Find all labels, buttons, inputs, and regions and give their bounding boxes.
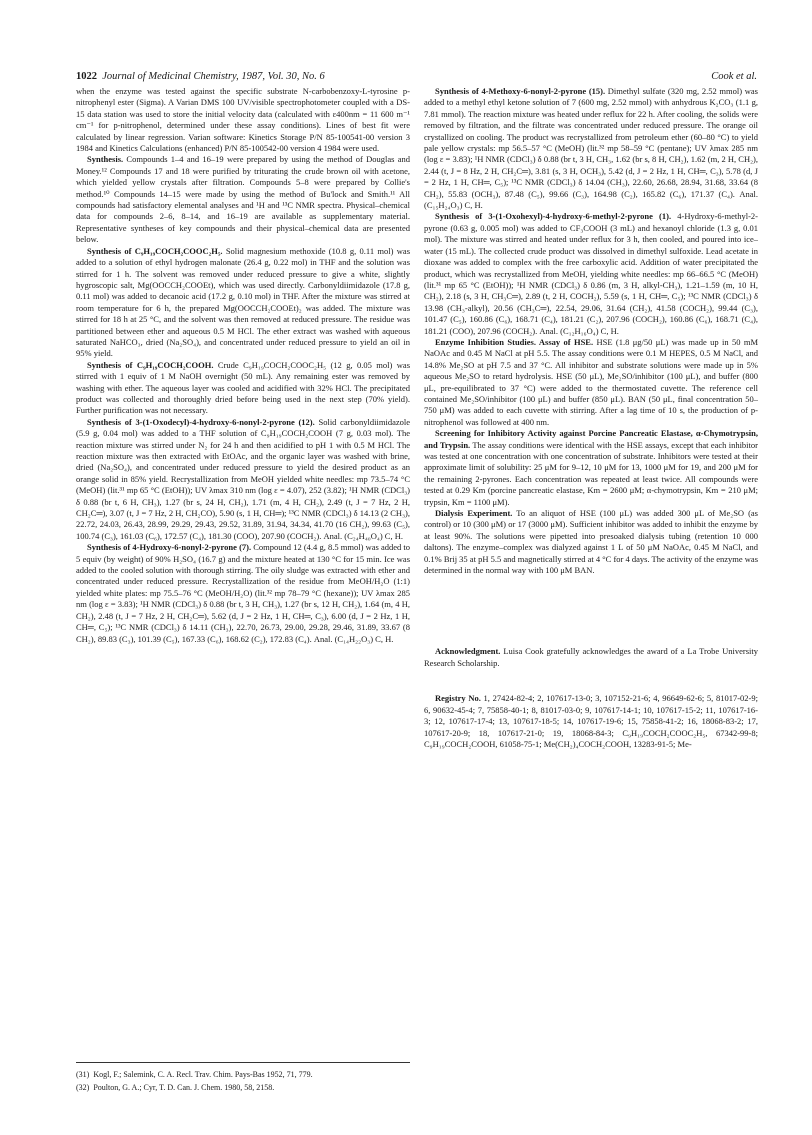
- section-heading: Screening for Inhibitory Activity against Porcine Pancreatic Elastase, α-Chymotrypsin, and Trypsin.: [424, 428, 758, 450]
- paragraph-synthesis-ester: [76, 246, 410, 360]
- paragraph-text: The assay conditions were identical with the HSE assays, except that each inhibitor was tested at one concentration with one concentration of substrate. Inhibitors were tested at their approximate limit of solubility: 25 μM for 9–12, 10 μM for 13, 1000 μM for 19, and 200 μM for the remaining 2-pyrones. Each concentration was repeated at least twice. All compounds were tested at 0.29 Km (porcine pancreatic elastase, Km = 2600 μM; α-chymotrypsin, Km = 210 μM; trypsin, Km = 1100 μM).: [424, 439, 758, 507]
- paragraph-method-continued: when the enzyme was tested against the specific substrate N-carbobenzoxy-L-tyrosine p-nitrophenyl ester (Sigma). A Varian DMS 100 UV/visible spectrophotometer coupled with a DS-15 data station was used to store the initial velocity data (calculated with ε400nm = 11 600 m⁻¹ cm⁻¹ for p-nitrophenol, determined under these assay conditions). Lines of best fit were calculated by linear regression. Varian software: Kinetics Storage P/N 85-100541-00 version 3 1984 and Kinetics Calculations (enhanced) P/N 85-100542-00 version 4 1984 were used.: [76, 86, 410, 154]
- section-gap: [424, 576, 758, 646]
- paragraph-text: Dimethyl sulfate (320 mg, 2.52 mmol) was added to a methyl ethyl ketone solution of 7 (600 mg, 2.52 mmol) with anhydrous K₂CO₃ (1.1 g, 7.81 mmol). The reaction mixture was heated under reflux for 22 h. After cooling, the solids were removed by filtration, and the filtrate was concentrated under reduced pressure. The orange oil crystallized on cooling. The product was recrystallized from petroleum ether (60–80 °C) to yield pale yellow crystals: mp 56.5–57 °C (MeOH) (lit.³² mp 58–59 °C (pentane); UV λmax 285 nm (log ε = 3.83); ¹H NMR (CDCl₃) δ 0.88 (br t, 3 H, CH₃, 1.62 (br s, 8 H, CH₂), 1.62 (m, 2 H, CH₂), 2.44 (t, J = 8 Hz, 2 H, CH₂C═), 3.81 (s, 3 H, OCH₃), 5.42 (d, J = 2 Hz, 1 H, CH═, C₃), 5.78 (d, J = 2 Hz, 1 H, CH═, C₅); ¹³C NMR (CDCl₃) δ 14.04 (CH₃), 22.60, 26.68, 28.94, 31.68, 33.64 (8 CH₂), 55.83 (OCH₃), 87.48 (C₅), 99.66 (C₃), 164.98 (C₂), 165.82 (C₆), 171.37 (C₄). Anal. (C₁₅H₂₄O₃) C, H.: [424, 86, 758, 211]
- left-column: [76, 86, 410, 1095]
- paragraph-text: Compound 12 (4.4 g, 8.5 mmol) was added to 5 equiv (by weight) of 90% H₂SO₄ (16.7 g) and the mixture heated at 130 °C for 15 min. Ice was added to the cooled solution with thorough stirring. The oily sludge was extracted with ether and concentrated under reduced pressure. Recrystallization of the residue from MeOH/H₂O (1:1) yielded white plates: mp 75.5–76 °C (MeOH/H₂O) (lit.³² mp 78–79 °C (hexane)); UV λmax 285 nm (log ε = 3.83); ¹H NMR (CDCl₃) δ 0.88 (br t, 3 H, CH₃), 1.27 (br s, 12 H, CH₂), 1.64 (m, 4 H, CH₂), 2.48 (t, J = 7 Hz, 2 H, CH₂C═), 5.62 (d, J = 2 Hz, 1 H, CH═, C₃), 6.00 (d, J = 2 Hz, 1 H, CH═, C₅); ¹³C NMR (CDCl₃) δ 14.11 (CH₃), 22.70, 26.73, 29.00, 29.28, 29.46, 31.89, 33.67 (8 CH₂), 89.83 (C₃), 101.39 (C₅), 167.33 (C₆), 168.62 (C₂), 172.83 (C₄). Anal. (C₁₄H₂₂O₃) C, H.: [76, 542, 410, 644]
- running-head-left: [76, 70, 325, 84]
- paragraph-enzyme-inhibition: [424, 337, 758, 428]
- footnote-32: [76, 1082, 410, 1093]
- section-heading: Dialysis Experiment.: [435, 508, 513, 519]
- footnote-31: [76, 1069, 410, 1080]
- section-heading: Enzyme Inhibition Studies. Assay of HSE.: [435, 336, 594, 347]
- paragraph-synthesis-acid: [76, 360, 410, 417]
- right-column: [424, 86, 758, 1095]
- footnotes: [76, 1062, 410, 1095]
- footnote-number: (32): [76, 1083, 90, 1092]
- paragraph-synthesis-15: [424, 86, 758, 211]
- page-number: 1022: [76, 71, 97, 82]
- volume-info: , 1987, Vol. 30, No. 6: [236, 71, 325, 82]
- section-gap: [424, 669, 758, 693]
- running-head-author: Cook et al.: [711, 71, 757, 82]
- paragraph-synthesis-12: [76, 417, 410, 542]
- section-heading: Synthesis of 3-(1-Oxodecyl)-4-hydroxy-6-nonyl-2-pyrone (12).: [87, 416, 315, 427]
- paragraph-synthesis-7: [76, 542, 410, 645]
- paragraph-screening: [424, 428, 758, 508]
- section-heading: Synthesis of 4-Hydroxy-6-nonyl-2-pyrone (7).: [87, 542, 252, 553]
- section-heading: Registry No.: [435, 693, 481, 704]
- footnote-text: Kogl, F.; Salemink, C. A. Recl. Trav. Chim. Pays-Bas 1952, 71, 779.: [93, 1070, 313, 1079]
- section-heading: Acknowledgment.: [435, 646, 501, 657]
- section-heading: Synthesis of 4-Methoxy-6-nonyl-2-pyrone (15).: [435, 86, 606, 96]
- paragraph-text: Solid magnesium methoxide (10.8 g, 0.11 mol) was added to a solution of ethyl hydrogen malonate (26.4 g, 0.22 mol) in THF and the solution was stirred for 1 h. The solvent was removed under reduced pressure to give a white, slightly hygroscopic salt, Mg(OOCCH₂COOEt), which was used directly. Carbonyldiimidazole (17.8 g, 0.11 mol) was added to decanoic acid (17.2 g, 0.10 mol) in THF. After the mixture was stirred at room temperature for 6 h, the prepared Mg(OOCCH₂COOEt)₂ was added. The mixture was stirred for 18 h at 25 °C, and the solvent was then removed at reduced pressure. The residue was partitioned between ether and aqueous 0.5 M HCl. The ether extract was washed with aqueous saturated NaHCO₃, dried (Na₂SO₄), and concentrated under reduced pressure to yield an oil in 95% yield.: [76, 245, 410, 359]
- paragraph-text: To an aliquot of HSE (100 μL) was added 300 μL of Me₂SO (as control) or 10 (300 μM) or 17 (3000 μM). Sufficient inhibitor was added to inhibit the enzyme by at least 90%. The solutions were pipetted into presoaked dialysis tubing (retention 10 000 daltons). The enzyme–complex was dialyzed against 1 L of 50 μM NaOAc, 0.45 M NaCl, and 0.1% Brij 35 at pH 5.5 and magnetically stirred at 4 °C for 4 days. The activity of the enzyme was determined in the normal way with 100 μM BAN.: [424, 508, 758, 576]
- paragraph-text: 4-Hydroxy-6-methyl-2-pyrone (0.63 g, 0.005 mol) was added to CF₃COOH (3 mL) and hexanoyl chloride (1.3 g, 0.01 mol). The mixture was stirred and heated under reflux for 3 h, then cooled, and poured into ice–water (15 mL). The collected crude product was dissolved in dimethyl sulfoxide. Lead acetate in dioxane was added to complex with the free carboxylic acid. Addition of water precipitated the product, which was recrystallized from MeOH, yielding white needles: mp 66–66.5 °C (MeOH) (lit.³¹ mp 65 °C (EtOH)); ¹H NMR (CDCl₃) δ 0.86 (m, 3 H, alkyl-CH₃), 1.21–1.59 (m, 10 H, CH₂), 2.18 (s, 3 H, CH₃C═), 2.89 (t, 2 H, COCH₂), 5.59 (s, 1 H, CH═, C₅); ¹³C NMR (CDCl₃) δ 13.98 (CH₃-alkyl), 20.56 (CH₃C═), 22.54, 29.06, 31.64 (CH₂), 41.58 (COCH₂), 99.44 (C₃), 101.47 (C₅), 160.86 (C₆), 168.71 (C₄), 181.21 (C₂), 207.96 (COCH₂), 160.86 (C₆), 168.71 (C₄), 181.21 (COO), 207.96 (COCH₂). Anal. (C₁₂H₁₆O₄) C, H.: [424, 211, 758, 336]
- footnote-number: (31): [76, 1070, 90, 1079]
- paragraph-text: Compounds 1–4 and 16–19 were prepared by using the method of Douglas and Money.¹² Compounds 17 and 18 were purified by triturating the crude brown oil with acetone, which yielded yellow crystals after filtration. Compounds 5–8 were prepared by Collie's method.¹⁰ Compounds 14–15 were made by using the method of Bu'lock and Smith.¹¹ All compounds had satisfactory elemental analyses and ¹H and ¹³C NMR spectra. Physical–chemical data for compounds 2–6, 8–14, and 16–19 are available as supplementary material. Representative syntheses of key compounds and their physical–chemical data are presented below.: [76, 154, 410, 245]
- paragraph-registry: [424, 693, 758, 750]
- paragraph-text: Solid carbonyldiimidazole (5.9 g, 0.04 mol) was added to a THF solution of C₉H₁₉COCH₂COOH (7 g, 0.03 mol). The reaction mixture was stirred under N₂ for 24 h and then acidified to pH 1 with 0.5 M HCl. The reaction mixture was then extracted with EtOAc, and the organic layer was washed with brine, dried (Na₂SO₄), and concentrated under reduced pressure to yield the desired product as an orange solid in 85% yield. Recrystallization from MeOH yielded white needles: mp 73.5–74 °C (MeOH) (lit.³¹ mp 65 °C (EtOH)); UV λmax 310 nm (log ε = 4.07), 252 (3.82); ¹H NMR (CDCl₃) δ 0.88 (br t, 6 H, CH₃), 1.27 (br s, 24 H, CH₂), 1.71 (m, 4 H, CH₂), 2.49 (t, J = 7 Hz, 2 H, CH₂C═), 3.07 (t, J = 7 Hz, 2 H, CH₂CO), 5.90 (s, 1 H, CH═); ¹³C NMR (CDCl₃) δ 14.13 (2 CH₃), 22.72, 24.03, 26.43, 28.99, 29.29, 29.43, 29.52, 31.89, 31.94, 34.34, 41.70 (16 CH₂), 99.63 (C₅), 100.74 (C₃), 161.03 (C₆), 172.57 (C₄), 181.30 (COO), 207.90 (COCH₂). Anal. (C₂₄H₄₀O₄) C, H.: [76, 416, 410, 541]
- paragraph-text: 1, 27424-82-4; 2, 107617-13-0; 3, 107152-21-6; 4, 96649-62-6; 5, 81017-02-9; 6, 90632-45-4; 7, 75858-40-1; 8, 81017-03-0; 9, 107617-14-1; 10, 107617-15-2; 11, 107617-16-3; 12, 107617-17-4; 13, 107617-18-5; 14, 107617-19-6; 15, 75858-41-2; 16, 18068-83-2; 17, 107617-20-9; 18, 107617-21-0; 19, 18068-84-3; C₉H₁₉COCH₂COOC₂H₅, 67342-99-8; C₉H₁₉COCH₂COOH, 61058-75-1; Me(CH₂)₄COCH₂COOH, 13283-91-5; Me-: [424, 693, 758, 749]
- paragraph-text: HSE (1.8 μg/50 μL) was made up in 50 mM NaOAc and 0.45 M NaCl at pH 5.5. The assay conditions were 0.1 M HEPES, 0.5 M NaCl, and 14.8% Me₂SO at pH 7.5 and 37 °C. All inhibitor and substrate solutions were made up in 5% aqueous Me₂SO to retard hydrolysis. HSE (50 μL), Me₂SO/inhibitor (100 μL), and buffer (800 μL, pre-equilibrated to 37 °C) were added to the thermostated cuvette. The reference cell contained Me₂SO/inhibitor (100 μL) and buffer (850 μL). BAN (50 μL, final concentration 50–750 μM) was added to each cuvette with stirring. After a lag time of 10 s, the production of p-nitrophenol was followed at 400 nm.: [424, 336, 758, 427]
- journal-name: Journal of Medicinal Chemistry: [102, 71, 237, 82]
- footnote-text: Poulton, G. A.; Cyr, T. D. Can. J. Chem. 1980, 58, 2158.: [93, 1083, 275, 1092]
- section-heading: Synthesis of 3-(1-Oxohexyl)-4-hydroxy-6-methyl-2-pyrone (1).: [435, 211, 672, 222]
- paragraph-synthesis-1: [424, 211, 758, 336]
- paragraph-acknowledgment: [424, 646, 758, 669]
- paragraph-synthesis: [76, 154, 410, 245]
- paragraph-text: Crude C₉H₁₉COCH₂COOC₂H₅ (12 g, 0.05 mol) was stirred with 1 equiv of 1 M NaOH overnight (50 mL). Any remaining ester was removed by washing with ether. The aqueous layer was cooled and acidified with 32% HCl. The precipitated product was collected and thoroughly dried before being used in the next step (70% yield). Further purification was not necessary.: [76, 359, 410, 416]
- paragraph-text: Luisa Cook gratefully acknowledges the award of a La Trobe University Research Scholarship.: [424, 646, 758, 668]
- section-heading: Synthesis.: [87, 154, 124, 165]
- paragraph-dialysis: [424, 508, 758, 576]
- section-heading: Synthesis of C₉H₁₉COCH₂COOC₂H₅.: [87, 245, 223, 256]
- section-heading: Synthesis of C₉H₁₉COCH₂COOH.: [87, 359, 214, 370]
